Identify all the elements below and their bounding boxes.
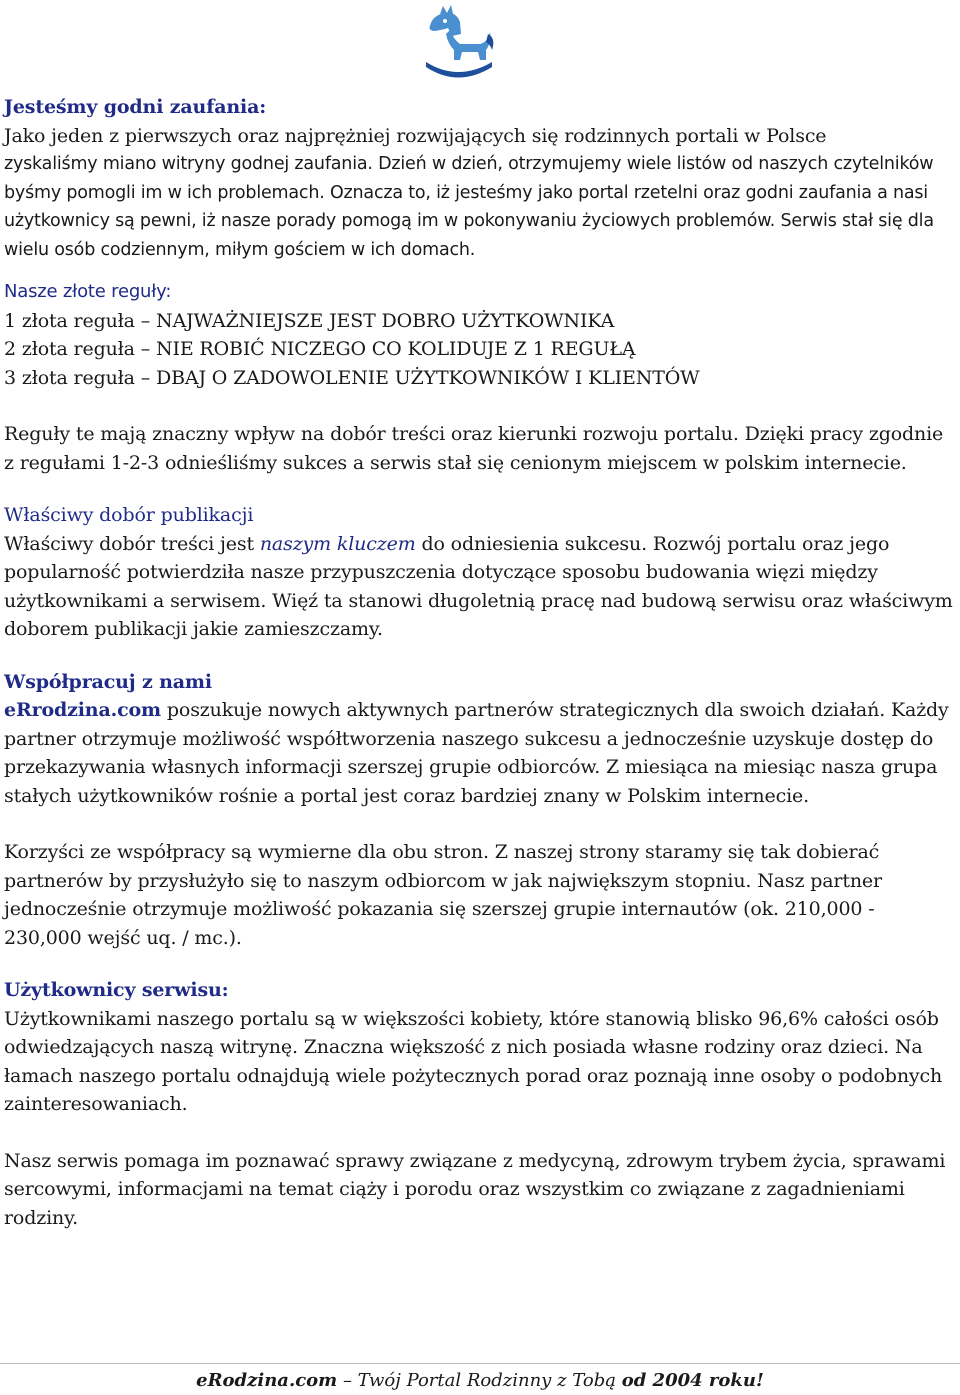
- section-publications: [4, 501, 956, 644]
- footer: [0, 1370, 960, 1391]
- heading-publications: Właściwy dobór publikacji: [4, 504, 254, 526]
- publications-text-end: do odniesienia sukcesu. Rozwój portalu oraz jego popularność potwierdziła nasze przypuszczenia dotyczące sposobu budowania więzi między użytkownikami a serwisem. Więź ta stanowi długoletnią pracę nad budową serwisu oraz właściwym doborem publikacji jakie zamieszczamy.: [4, 532, 953, 640]
- key-emphasis: naszym kluczem: [259, 532, 416, 555]
- heading-cooperate: Współpracuj z nami: [4, 670, 212, 693]
- users-text-2: Nasz serwis pomaga im poznawać sprawy związane z medycyną, zdrowym trybem życia, sprawami sercowymi, informacjami na temat ciąży i porodu oraz wszystkim co związane z zagadnieniami rodziny.: [4, 1149, 946, 1229]
- publications-text: [4, 530, 956, 644]
- document-body: [4, 93, 956, 1232]
- footer-middle: – Twój Portal Rodzinny z Tobą: [337, 1370, 622, 1391]
- heading-trust: Jesteśmy godni zaufania:: [4, 96, 267, 118]
- section-cooperate: [4, 668, 956, 953]
- brand-name: eRrodzina.com: [4, 699, 161, 721]
- section-rules: [4, 278, 956, 477]
- section-users: [4, 976, 956, 1232]
- heading-users: Użytkownicy serwisu:: [4, 979, 229, 1001]
- rocking-horse-logo: [420, 4, 496, 88]
- heading-rules: Nasze złote reguły:: [4, 281, 172, 302]
- footer-divider: [0, 1363, 960, 1364]
- trust-text: zyskaliśmy miano witryny godnej zaufania. Dzień w dzień, otrzymujemy wiele listów od naszych czytelników byśmy pomogli im w ich problemach. Oznacza to, iż jesteśmy jako portal rzetelni oraz godni zaufania a nasi użytkownicy są pewni, iż nasze porady pomogą im w pokonywaniu życiowych problemów. Serwis stał się dla wielu osób codziennym, miłym gościem w ich domach.: [4, 154, 934, 260]
- rocking-horse-icon: [426, 5, 493, 78]
- cooperate-text-1: [4, 696, 956, 810]
- section-trust: [4, 93, 956, 264]
- publications-text-start: Właściwy dobór treści jest: [4, 532, 260, 555]
- users-text-1: Użytkownikami naszego portalu są w większości kobiety, które stanowią blisko 96,6% całości osób odwiedzających naszą witrynę. Znaczna większość z nich posiada własne rodziny oraz dzieci. Na łamach naszego portalu odnajdują wiele pożytecznych porad oraz poznają inne osoby o podobnych zainteresowaniach.: [4, 1007, 943, 1115]
- rules-text: Reguły te mają znaczny wpływ na dobór treści oraz kierunki rozwoju portalu. Dzięki pracy zgodnie z regułami 1-2-3 odnieśliśmy sukces a serwis stał się cenionym miejscem w polskim internecie.: [4, 423, 944, 474]
- rule-3: 3 złota reguła – DBAJ O ZADOWOLENIE UŻYTKOWNIKÓW I KLIENTÓW: [4, 366, 700, 389]
- rule-2: 2 złota reguła – NIE ROBIĆ NICZEGO CO KOLIDUJE Z 1 REGUŁĄ: [4, 338, 636, 360]
- cooperate-text-2: Korzyści ze współpracy są wymierne dla obu stron. Z naszej strony staramy się tak dobierać partnerów by przysłużyło się to naszym odbiorcom w jak największym stopniu. Nasz partner jednocześnie otrzymuje możliwość pokazania się szerszej grupie internautów (ok. 210,000 - 230,000 wejść uq. / mc.).: [4, 841, 882, 949]
- trust-intro: Jako jeden z pierwszych oraz najprężniej rozwijających się rodzinnych portali w Polsce: [4, 124, 827, 147]
- cooperate-text-1-body: poszukuje nowych aktywnych partnerów strategicznych dla swoich działań. Każdy partner otrzymuje możliwość współtworzenia naszego sukcesu a jednocześnie uzyskuje dostęp do przekazywania własnych informacji szerszej grupie odbiorców. Z miesiąca na miesiąc nasza grupa stałych użytkowników rośnie a portal jest coraz bardziej znany w Polskim internecie.: [4, 699, 949, 807]
- footer-brand: eRodzina.com: [196, 1370, 338, 1391]
- footer-since: od 2004 roku!: [621, 1370, 764, 1391]
- rule-1: 1 złota reguła – NAJWAŻNIEJSZE JEST DOBRO UŻYTKOWNIKA: [4, 309, 615, 332]
